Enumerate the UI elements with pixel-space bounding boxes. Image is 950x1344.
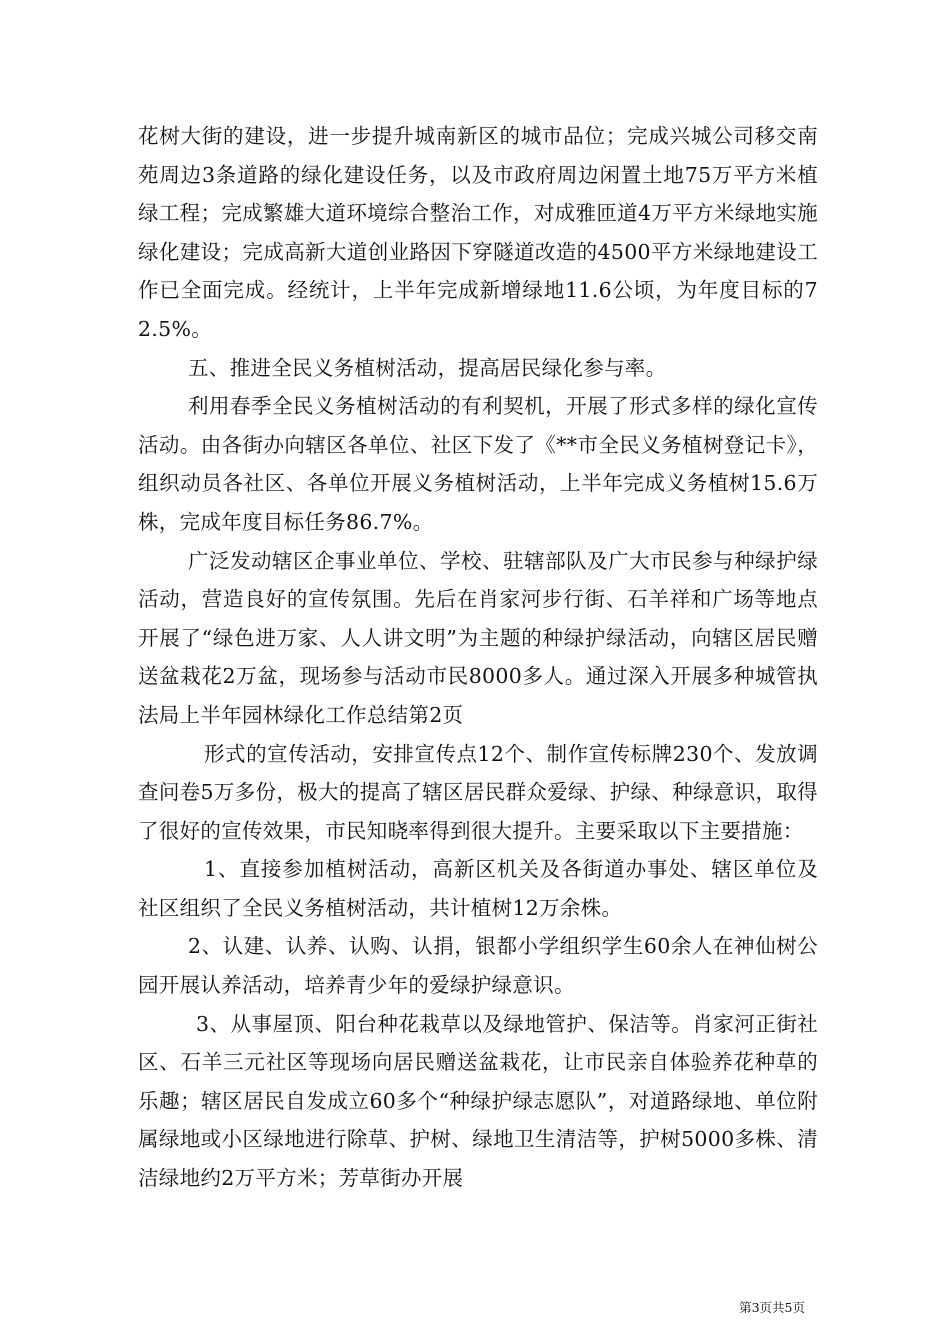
list-item-measure-3: 3、从事屋顶、阳台种花栽草以及绿地管护、保洁等。肖家河正街社区、石羊三元社区等现场向居民赠送盆栽花，让市民亲自体验养花种草的乐趣；辖区居民自发成立60多个“种绿护绿志愿队”，对道路绿地、单位附属绿地或小区绿地进行除草、护树、绿地卫生清洁等，护树5000多株、清洁绿地约2万平方米；芳草街办开展 [138, 1011, 818, 1191]
list-item-measure-1: 1、直接参加植树活动，高新区机关及各街道办事处、辖区单位及社区组织了全民义务植树活动，共计植树12万余株。 [138, 857, 818, 920]
paragraph-public-mobilization: 广泛发动辖区企事业单位、学校、驻辖部队及广大市民参与种绿护绿活动，营造良好的宣传氛围。先后在肖家河步行街、石羊祥和广场等地点开展了“绿色进万家、人人讲文明”为主题的种绿护绿活动，向辖区居民赠送盆栽花2万盆，现场参与活动市民8000多人。通过深入开展多种城管执法局上半年园林绿化工作总结第2页 [138, 548, 818, 727]
paragraph-publicity-activities: 形式的宣传活动，安排宣传点12个、制作宣传标牌230个、发放调查问卷5万多份，极大的提高了辖区居民群众爱绿、护绿、种绿意识，取得了很好的宣传效果，市民知晓率得到很大提升。主要采取以下主要措施： [138, 741, 818, 843]
page-number: 第3页共5页 [739, 1300, 805, 1315]
document-body [138, 117, 818, 1198]
list-item-measure-2: 2、认建、认养、认购、认捐，银都小学组织学生60余人在神仙树公园开展认养活动，培养青少年的爱绿护绿意识。 [138, 934, 818, 998]
section-heading-five: 五、推进全民义务植树活动，提高居民绿化参与率。 [188, 355, 667, 380]
paragraph-greening-construction: 花树大街的建设，进一步提升城南新区的城市品位；完成兴城公司移交南苑周边3条道路的绿化建设任务，以及市政府周边闲置土地75万平方米植绿工程；完成繁雄大道环境综合整治工作，对成雅匝道4万平方米绿地实施绿化建设；完成高新大道创业路因下穿隧道改造的4500平方米绿地建设工作已全面完成。经统计，上半年完成新增绿地11.6公顷，为年度目标的72.5%。 [138, 124, 818, 341]
paragraph-tree-planting: 利用春季全民义务植树活动的有利契机，开展了形式多样的绿化宣传活动。由各街办向辖区各单位、社区下发了《**市全民义务植树登记卡》，组织动员各社区、各单位开展义务植树活动，上半年完成义务植树15.6万株，完成年度目标任务86.7%。 [138, 394, 818, 534]
